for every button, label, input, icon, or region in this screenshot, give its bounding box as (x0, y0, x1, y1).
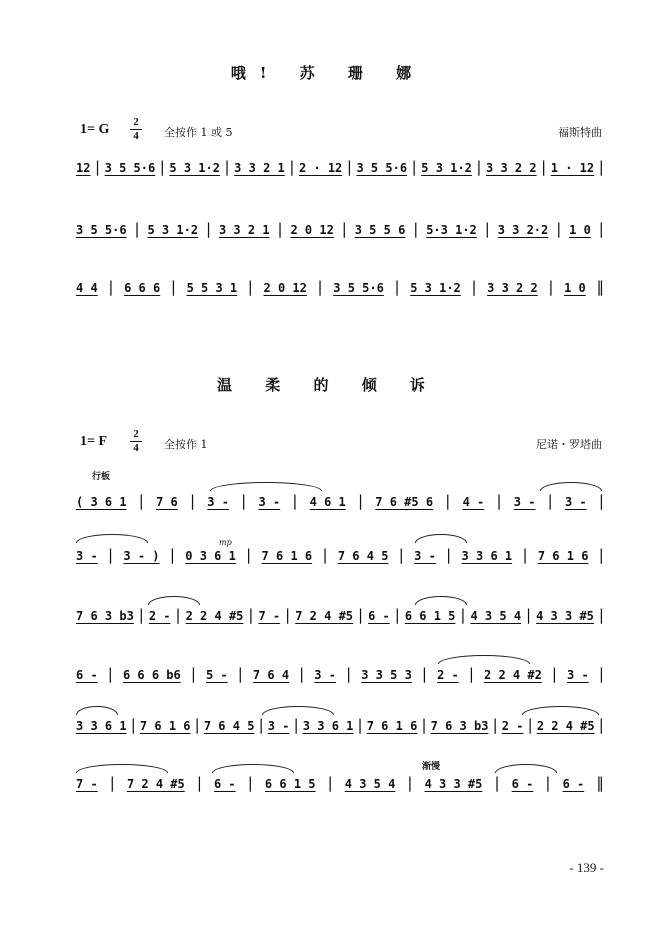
measure: 6 - (562, 777, 585, 791)
barline: | (522, 546, 528, 564)
measure: 7 6 (156, 495, 178, 509)
barline: | (196, 774, 202, 792)
measure: 7 6 1 6 (261, 549, 313, 563)
measure: 1 0 (569, 223, 591, 237)
barline: | (277, 220, 283, 238)
measure: 7 6 3 b3 (76, 609, 134, 623)
measure: 4 4 (76, 281, 98, 295)
barline: | (394, 606, 400, 624)
measure: 3 3 2 1 (218, 223, 270, 237)
barline: | (285, 606, 291, 624)
measure: 7 6 #5 6 (375, 495, 434, 509)
barline: | (446, 546, 452, 564)
measure: 5 3 1·2 (169, 161, 220, 175)
barline: | (421, 665, 427, 683)
measure: 7 6 1 6 (366, 719, 418, 733)
barline: | (138, 606, 144, 624)
barline: | (526, 606, 532, 624)
measure: 4 3 3 #5 (536, 609, 594, 623)
barline: | (189, 492, 196, 510)
measure: 7 2 4 #5 (126, 777, 185, 791)
barline: | (545, 774, 551, 792)
barline: | (598, 606, 604, 624)
barline: | (327, 774, 333, 792)
notation-row (76, 538, 604, 564)
barline: | (492, 716, 498, 734)
barline: | (341, 220, 347, 238)
measure: 6 - (76, 668, 98, 682)
notation-row (76, 270, 604, 296)
barline: | (159, 158, 165, 176)
barline: | (445, 492, 451, 510)
barline: | (598, 158, 604, 176)
song1-fingering: 全按作 1 或 5 (164, 126, 233, 139)
barline: | (476, 158, 482, 176)
barline: | (190, 665, 196, 683)
measure: 6 6 6 (124, 281, 161, 295)
measure: 2 2 4 #5 (185, 609, 244, 623)
song1-meter (130, 117, 142, 142)
barline: | (598, 492, 604, 510)
notation-row (76, 212, 604, 238)
barline: | (175, 606, 181, 624)
measure: 3 5 5·6 (76, 223, 127, 237)
measure: 7 6 1 6 (537, 549, 589, 563)
barline: | (289, 158, 295, 176)
song1-title: 哦! 苏 珊 娜 (230, 64, 426, 82)
barline: | (248, 606, 254, 624)
measure: 3 5 5·6 (104, 161, 156, 175)
barline: | (548, 278, 554, 296)
barline: | (224, 158, 230, 176)
barline: | (138, 492, 144, 510)
barline: | (346, 158, 352, 176)
barline: | (394, 278, 400, 296)
barline: | (241, 492, 247, 510)
song2-meter (130, 429, 142, 454)
measure: 3 - (76, 549, 98, 563)
measure: 3 5 5·6 (333, 281, 384, 295)
barline: | (468, 665, 474, 683)
barline: | (484, 220, 490, 238)
barline: | (547, 492, 553, 510)
song1-composer: 福斯特曲 (558, 126, 602, 139)
tempo-marking: 行板 (92, 472, 111, 482)
barline: | (598, 665, 604, 683)
measure: 3 - (567, 668, 589, 682)
dynamic-marking: mp (219, 538, 232, 547)
measure: 6 - (213, 777, 236, 791)
barline: | (407, 774, 413, 792)
barline: | (108, 546, 114, 564)
barline: | (551, 665, 557, 683)
measure: 4 - (462, 495, 485, 509)
measure: 5 - (205, 668, 228, 682)
measure: 3 3 6 1 (302, 719, 354, 733)
barline: | (357, 492, 364, 510)
barline: | (299, 665, 305, 683)
measure: 7 - (258, 609, 281, 623)
slur (415, 534, 467, 543)
measure: 2 - (148, 609, 171, 623)
measure: 6 - (368, 609, 390, 623)
barline: | (107, 665, 113, 683)
barline: | (413, 220, 419, 238)
measure: 5·3 1·2 (426, 223, 477, 237)
barline: | (541, 158, 547, 176)
barline: | (460, 606, 466, 624)
measure: 6 - (511, 777, 534, 791)
barline: | (411, 158, 417, 176)
measure: 7 2 4 #5 (295, 609, 354, 623)
measure: 1 0 (564, 281, 586, 295)
barline: | (322, 546, 328, 564)
measure: 3 - ) (123, 549, 160, 563)
measure: 5 5 3 1 (186, 281, 238, 295)
measure: 4 3 3 #5 (424, 777, 483, 791)
meter-top: 2 (133, 116, 139, 128)
measure: 3 3 5 3 (361, 668, 412, 682)
notation-row (76, 150, 604, 176)
barline: | (247, 278, 253, 296)
measure: 6 6 6 b6 (122, 668, 181, 682)
barline: | (598, 546, 604, 564)
barline: | (134, 220, 140, 238)
measure: 6 6 1 5 (264, 777, 316, 791)
measure: 3 - (513, 495, 536, 509)
barline: | (194, 716, 200, 734)
slur (76, 534, 148, 543)
barline: | (170, 278, 176, 296)
barline: | (357, 716, 363, 734)
measure: 2 - (501, 719, 524, 733)
measure: 4 6 1 (309, 495, 346, 509)
measure: 3 3 2 2 (487, 281, 538, 295)
barline: | (293, 716, 299, 734)
barline: | (169, 546, 175, 564)
measure: 3 5 5 6 (354, 223, 406, 237)
barline: | (496, 492, 502, 510)
barline: | (421, 716, 427, 734)
notation-row (76, 484, 604, 510)
measure: 7 6 4 (252, 668, 290, 682)
measure: 3 - (564, 495, 587, 509)
final-barline: ‖ (596, 278, 604, 296)
measure: 5 3 1·2 (410, 281, 461, 295)
measure: 3 - (207, 495, 229, 509)
measure: 5 3 1·2 (421, 161, 472, 175)
song1-key: 1= G (80, 122, 110, 137)
barline: | (237, 665, 243, 683)
barline: | (246, 546, 252, 564)
measure: 2 2 4 #2 (484, 668, 542, 682)
barline: | (130, 716, 136, 734)
barline: | (494, 774, 500, 792)
measure: 7 6 4 5 (203, 719, 255, 733)
barline: | (317, 278, 323, 296)
measure: 7 - (76, 777, 98, 791)
meter-bottom: 4 (133, 442, 139, 454)
measure: 3 3 2 1 (234, 161, 285, 175)
barline: | (527, 716, 533, 734)
measure: 3 - (414, 549, 436, 563)
measure: 7 6 1 6 (139, 719, 191, 733)
measure: 1 · 12 (550, 161, 595, 175)
barline: | (205, 220, 212, 238)
measure: 3 - (258, 495, 281, 509)
measure: 5 3 1·2 (147, 223, 199, 237)
song2-fingering: 全按作 1 (164, 438, 208, 451)
barline: | (471, 278, 477, 296)
measure: 3 - (267, 719, 290, 733)
barline: | (292, 492, 298, 510)
measure: 2 · 12 (298, 161, 343, 175)
barline: | (556, 220, 562, 238)
barline: | (247, 774, 253, 792)
measure: 12 (76, 161, 91, 175)
measure: 7 6 3 b3 (430, 719, 489, 733)
measure: 3 3 2 2 (486, 161, 537, 175)
barline: | (108, 278, 114, 296)
measure: 4 3 5 4 (470, 609, 522, 623)
meter-top: 2 (133, 428, 139, 440)
measure: 3 5 5·6 (356, 161, 408, 175)
measure: ( 3 6 1 (76, 495, 127, 509)
measure: 2 2 4 #5 (536, 719, 595, 733)
measure: 2 0 12 (290, 223, 334, 237)
measure: 0 3 6 1 (185, 549, 236, 563)
measure: 3 3 6 1 (76, 719, 127, 733)
barline: | (346, 665, 352, 683)
measure: 2 0 12 (263, 281, 307, 295)
song2-key: 1= F (80, 434, 108, 449)
ritardando-marking: 渐慢 (422, 762, 441, 772)
measure: 2 - (437, 668, 459, 682)
barline: | (258, 716, 264, 734)
measure: 7 6 4 5 (337, 549, 389, 563)
meter-bottom: 4 (133, 130, 139, 142)
barline: | (598, 716, 604, 734)
barline: | (398, 546, 404, 564)
measure: 3 3 6 1 (461, 549, 513, 563)
barline: | (358, 606, 364, 624)
measure: 3 - (314, 668, 336, 682)
song2-composer: 尼诺・罗塔曲 (536, 438, 602, 451)
barline: | (109, 774, 115, 792)
measure: 6 6 1 5 (404, 609, 456, 623)
measure: 4 3 5 4 (344, 777, 396, 791)
barline: | (598, 220, 604, 238)
measure: 3 3 2·2 (497, 223, 549, 237)
song2-title: 温 柔 的 倾 诉 (217, 376, 439, 394)
page-number: - 139 - (569, 860, 604, 875)
barline: | (95, 158, 101, 176)
final-barline: ‖ (596, 774, 604, 792)
